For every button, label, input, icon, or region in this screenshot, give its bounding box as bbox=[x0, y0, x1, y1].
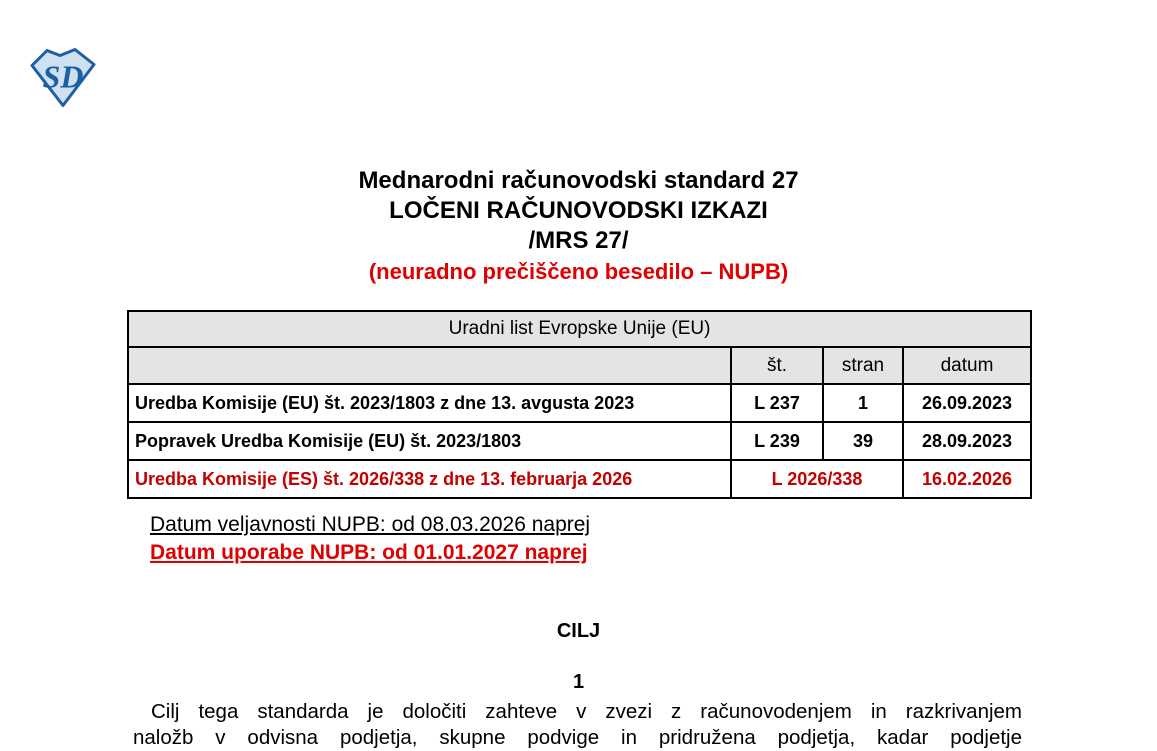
header-cell-page: stran bbox=[823, 347, 903, 384]
row-date: 26.09.2023 bbox=[903, 384, 1031, 422]
header-cell-empty bbox=[128, 347, 731, 384]
table-header-row bbox=[128, 347, 1031, 384]
official-journal-table bbox=[127, 310, 1032, 499]
document-title-block bbox=[0, 166, 1157, 286]
sd-shield-logo-graphic bbox=[30, 45, 96, 108]
application-date-line: Datum uporabe NUPB: od 01.01.2027 naprej bbox=[150, 541, 588, 564]
document-title-line-1: Mednarodni računovodski standard 27 bbox=[358, 167, 799, 194]
table-row-amendment bbox=[128, 460, 1031, 498]
paragraph-number: 1 bbox=[572, 671, 585, 693]
table-caption: Uradni list Evropske Unije (EU) bbox=[128, 311, 1031, 347]
row-date: 28.09.2023 bbox=[903, 422, 1031, 460]
row-number-page: L 2026/338 bbox=[731, 460, 903, 498]
logo-letters: SD bbox=[42, 58, 84, 95]
section-heading-cilj: CILJ bbox=[556, 620, 601, 642]
row-page: 39 bbox=[823, 422, 903, 460]
table-row bbox=[128, 422, 1031, 460]
sd-shield-logo bbox=[30, 45, 96, 108]
row-number: L 237 bbox=[731, 384, 823, 422]
row-page: 1 bbox=[823, 384, 903, 422]
row-title: Popravek Uredba Komisije (EU) št. 2023/1803 bbox=[128, 422, 731, 460]
row-title: Uredba Komisije (EU) št. 2023/1803 z dne 13. avgusta 2023 bbox=[128, 384, 731, 422]
row-title: Uredba Komisije (ES) št. 2026/338 z dne 13. februarja 2026 bbox=[128, 460, 731, 498]
header-cell-number: št. bbox=[731, 347, 823, 384]
document-title-line-3: /MRS 27/ bbox=[528, 227, 629, 254]
validity-dates-block bbox=[150, 511, 590, 567]
table-caption-row bbox=[128, 311, 1031, 347]
paragraph-line-2: naložb v odvisna podjetja, skupne podvige in pridružena podjetja, kadar podjetje bbox=[133, 726, 1022, 749]
row-number: L 239 bbox=[731, 422, 823, 460]
table-row bbox=[128, 384, 1031, 422]
document-subtitle-nupb: (neuradno prečiščeno besedilo – NUPB) bbox=[368, 259, 789, 284]
objective-paragraph bbox=[133, 699, 1022, 751]
document-title-line-2: LOČENI RAČUNOVODSKI IZKAZI bbox=[389, 197, 768, 224]
header-cell-date: datum bbox=[903, 347, 1031, 384]
paragraph-line-1: Cilj tega standarda je določiti zahteve v zvezi z računovodenjem in razkrivanjem bbox=[151, 700, 1022, 723]
row-date: 16.02.2026 bbox=[903, 460, 1031, 498]
effective-date-line: Datum veljavnosti NUPB: od 08.03.2026 naprej bbox=[150, 513, 591, 536]
